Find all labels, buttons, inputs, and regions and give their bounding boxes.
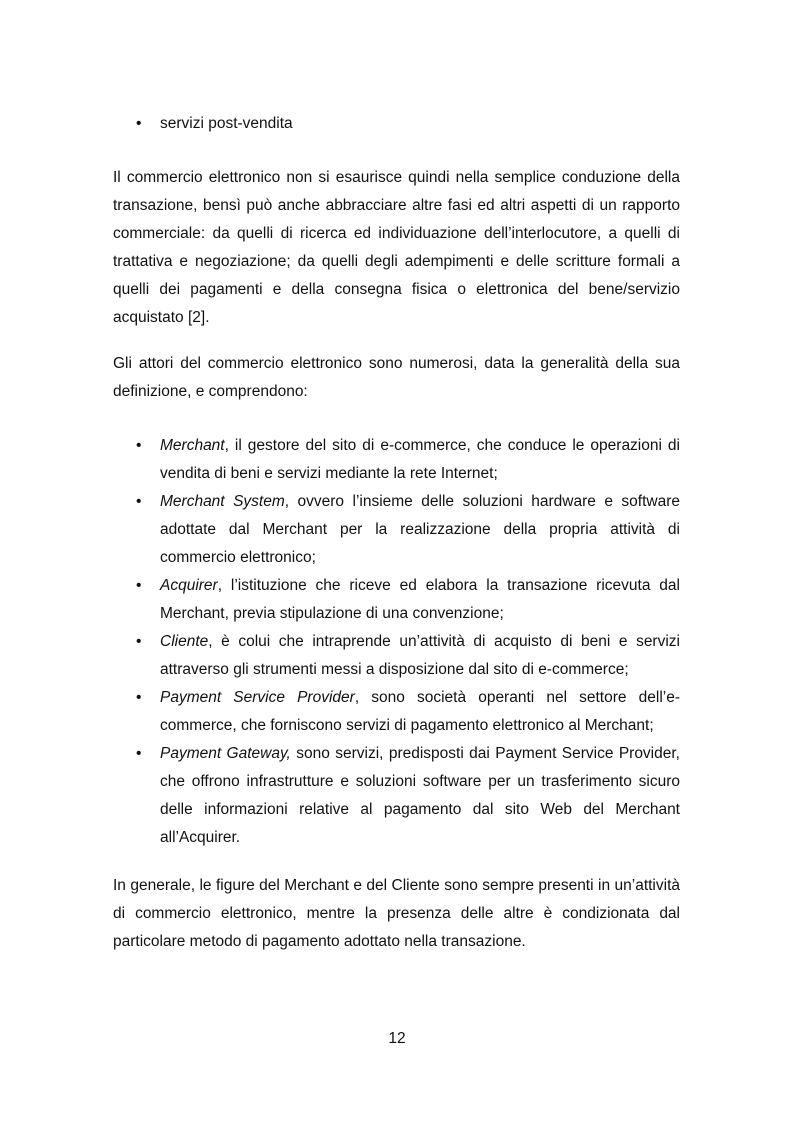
actor-term: Merchant System — [160, 493, 285, 510]
list-item — [113, 740, 680, 852]
bullet-icon: • — [136, 115, 142, 132]
actor-description: , l’istituzione che riceve ed elabora la transazione ricevuta dal Merchant, previa stipulazione di una convenzione; — [160, 577, 680, 622]
actor-term: Acquirer — [160, 577, 218, 594]
bullet-icon: • — [136, 577, 142, 594]
actor-description: sono servizi, predisposti dai Payment Service Provider, che offrono infrastrutture e soluzioni software per un trasferimento sicuro delle informazioni relative al pagamento dal sito Web del Merchant all’Acquirer. — [160, 745, 680, 846]
page-number: 12 — [388, 1030, 406, 1047]
actor-description: , ovvero l’insieme delle soluzioni hardware e software adottate dal Merchant per la realizzazione della propria attività di commercio elettronico; — [160, 493, 680, 566]
actor-description: , sono società operanti nel settore dell’e-commerce, che forniscono servizi di pagamento elettronico al Merchant; — [160, 689, 680, 734]
actor-description: , il gestore del sito di e-commerce, che conduce le operazioni di vendita di beni e servizi mediante la rete Internet; — [160, 437, 680, 482]
paragraph-actors-intro: Gli attori del commercio elettronico sono numerosi, data la generalità della sua definizione, e comprendono: — [113, 355, 680, 400]
bullet-icon: • — [136, 493, 142, 510]
actor-term: Payment Service Provider — [160, 689, 355, 706]
paragraph-conclusion: In generale, le figure del Merchant e del Cliente sono sempre presenti in un’attività di commercio elettronico, mentre la presenza delle altre è condizionata dal particolare metodo di pagamento adottato nella transazione. — [113, 877, 680, 950]
list-item-text: servizi post-vendita — [160, 115, 293, 132]
list-item — [113, 572, 680, 628]
list-item — [113, 110, 680, 138]
bullet-icon: • — [136, 745, 142, 762]
actors-list — [113, 432, 680, 852]
document-page — [113, 110, 680, 974]
top-bullet-list — [113, 110, 680, 138]
bullet-icon: • — [136, 689, 142, 706]
list-item — [113, 432, 680, 488]
list-item — [113, 488, 680, 572]
list-item — [113, 628, 680, 684]
actor-term: Merchant — [160, 437, 225, 454]
paragraph-intro: Il commercio elettronico non si esaurisce quindi nella semplice conduzione della transazione, bensì può anche abbracciare altre fasi ed altri aspetti di un rapporto commerciale: da quelli di ricerca ed individuazione dell’interlocutore, a quelli di trattativa e negoziazione; da quelli degli adempimenti e delle scritture formali a quelli dei pagamenti e della consegna fisica o elettronica del bene/servizio acquistato [2]. — [113, 169, 680, 326]
bullet-icon: • — [136, 437, 142, 454]
actor-term: Payment Gateway, — [160, 745, 291, 762]
list-item — [113, 684, 680, 740]
bullet-icon: • — [136, 633, 142, 650]
actor-term: Cliente — [160, 633, 209, 650]
actor-description: , è colui che intraprende un’attività di acquisto di beni e servizi attraverso gli strumenti messi a disposizione dal sito di e-commerce; — [160, 633, 680, 678]
